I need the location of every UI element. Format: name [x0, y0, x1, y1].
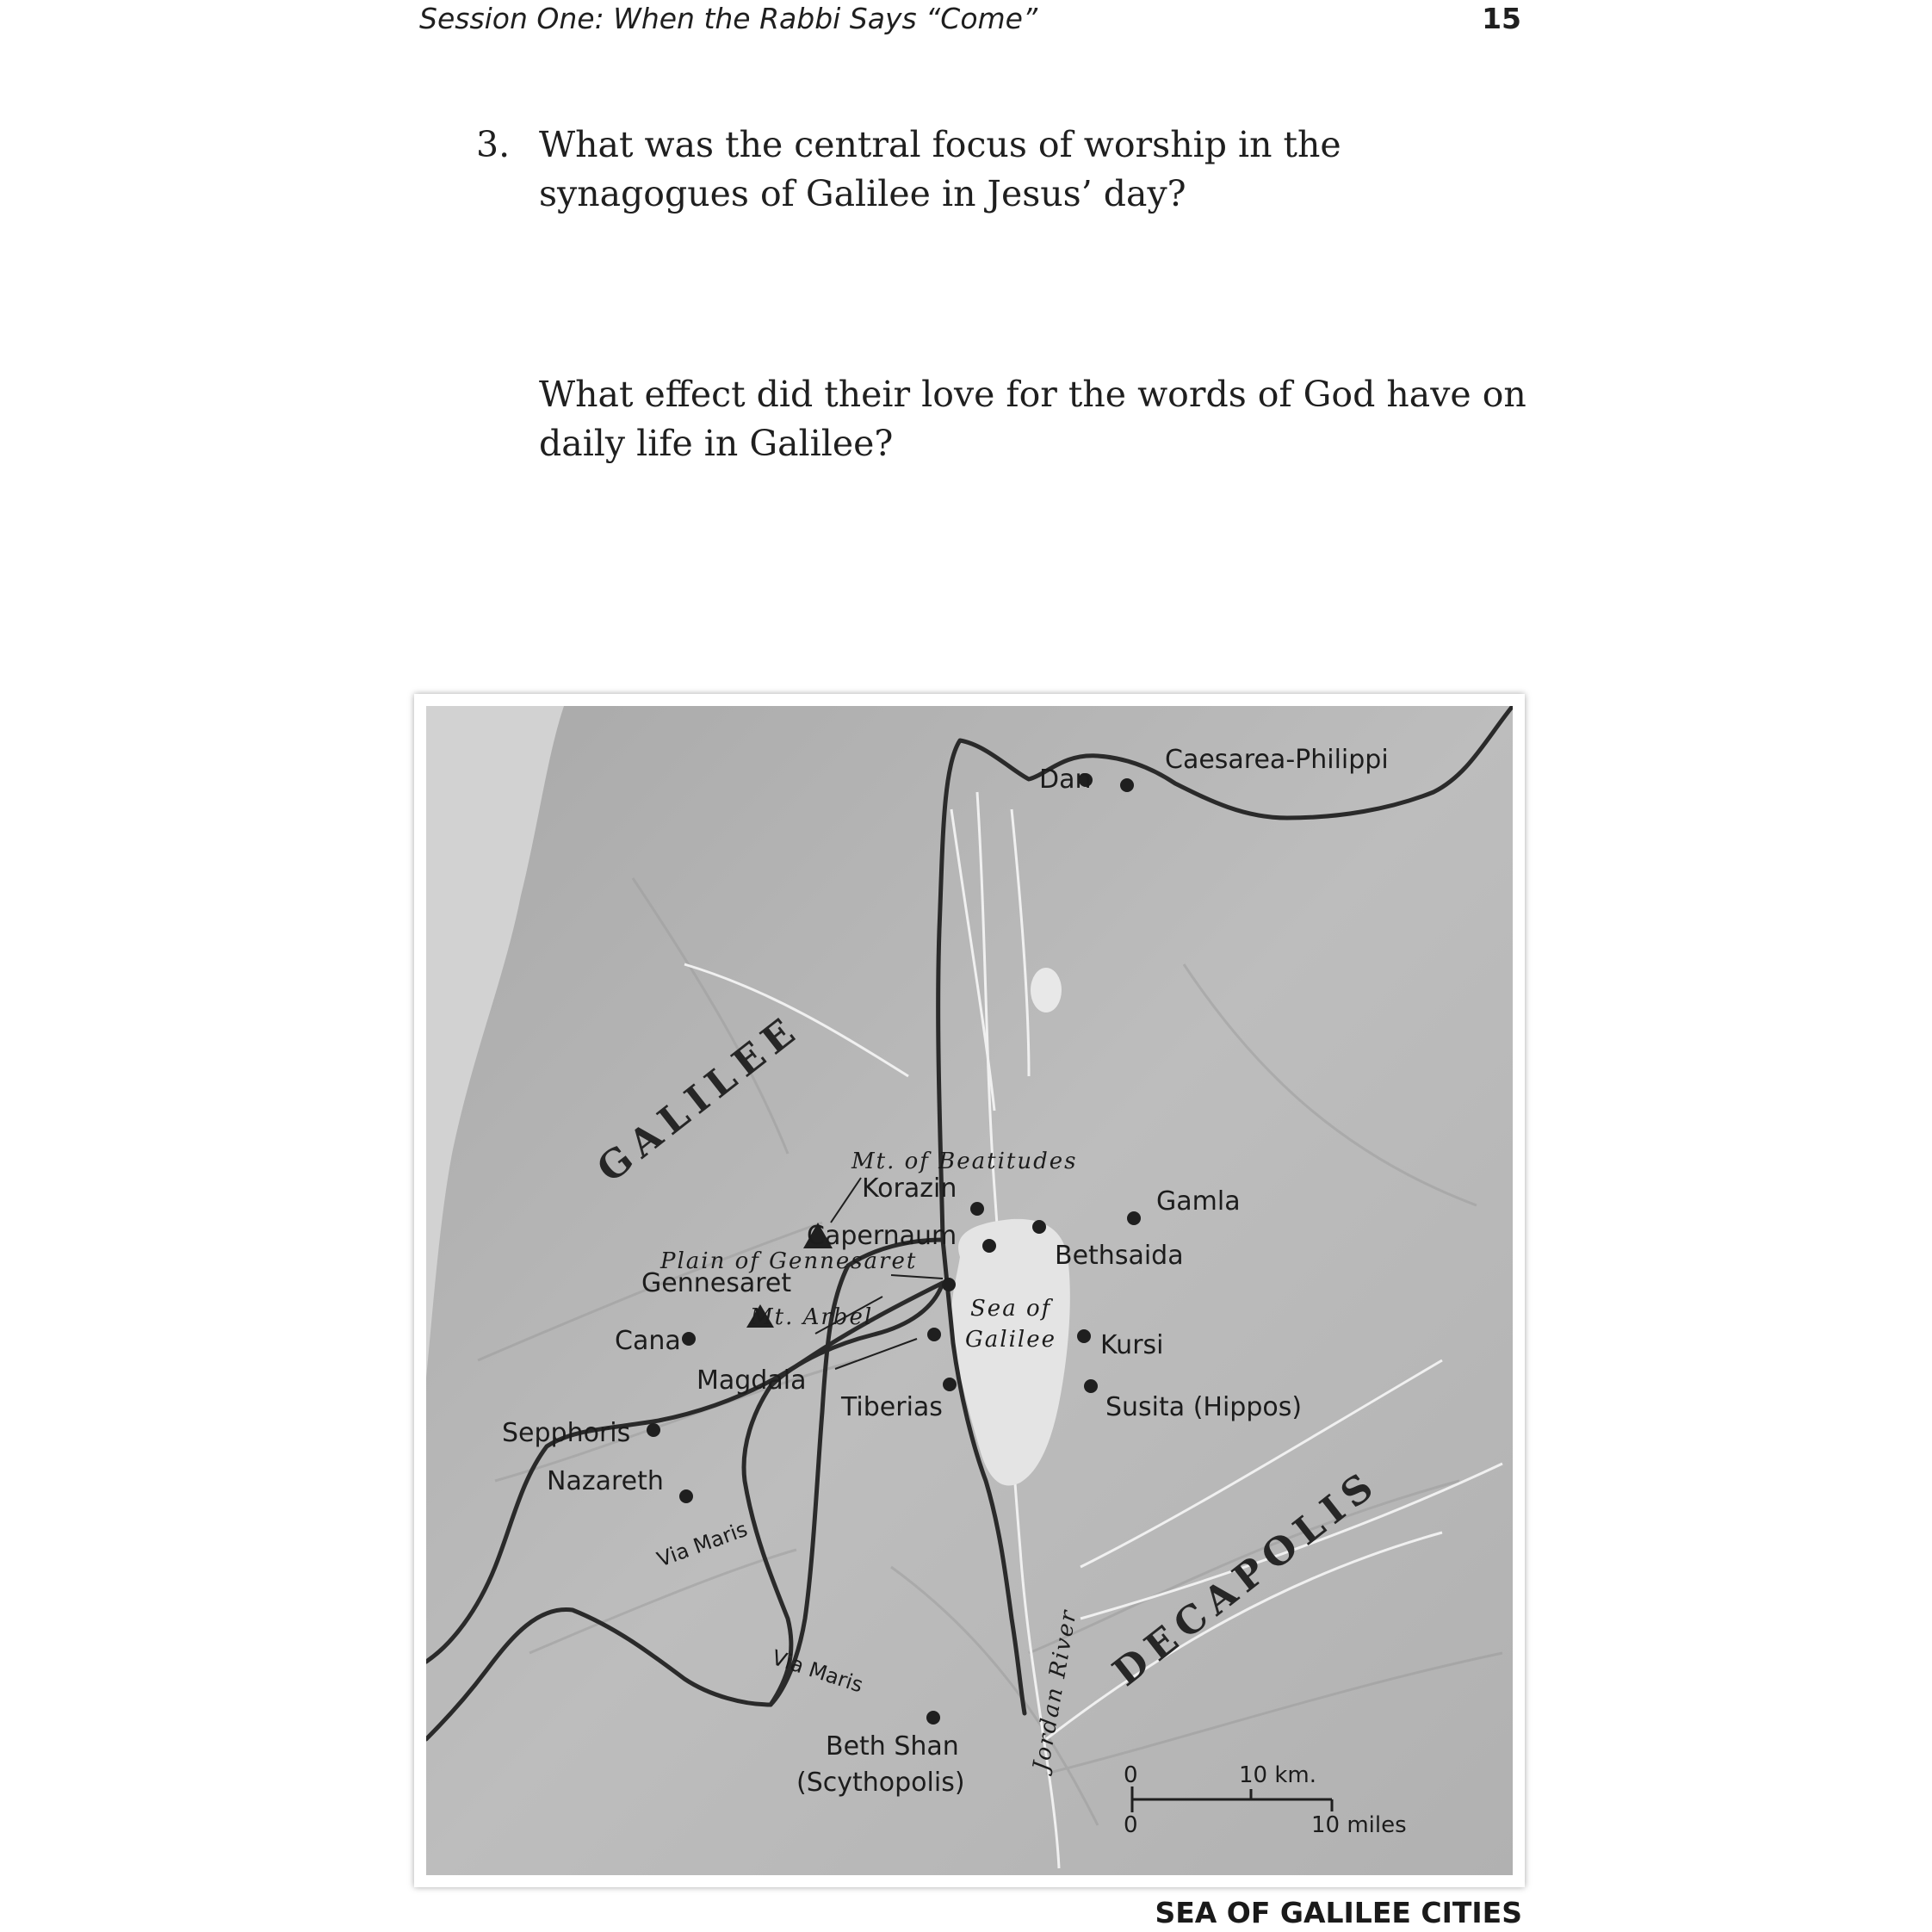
gennesaret-dot	[942, 1278, 956, 1291]
label-magdala: Magdala	[697, 1365, 807, 1396]
page-number: 15	[1482, 2, 1521, 35]
label-dan: Dan	[1039, 765, 1092, 795]
label-galilee: GALILEE	[589, 1006, 809, 1192]
capernaum-dot	[982, 1239, 996, 1253]
bethsaida-dot	[1032, 1220, 1046, 1234]
tiberias-dot	[943, 1378, 957, 1391]
kursi-dot	[1077, 1329, 1091, 1343]
scale-km-label: 10 km.	[1239, 1762, 1316, 1788]
scale-mi-zero: 0	[1124, 1812, 1138, 1838]
sepphoris-dot	[647, 1423, 660, 1437]
label-korazin: Korazin	[862, 1173, 957, 1204]
scale-km-zero: 0	[1124, 1762, 1138, 1788]
label-plain-gennesaret: Plain of Gennesaret	[660, 1248, 918, 1274]
label-sea-line2: Galilee	[965, 1327, 1056, 1353]
scale-mi-label: 10 miles	[1311, 1812, 1407, 1838]
label-caesarea-philippi: Caesarea-Philippi	[1165, 745, 1389, 775]
lake-hula	[1031, 968, 1062, 1012]
label-via-maris-2: Via Maris	[769, 1645, 866, 1698]
cana-dot	[682, 1332, 696, 1346]
label-gennesaret: Gennesaret	[641, 1268, 792, 1298]
label-capernaum: Capernaum	[807, 1221, 957, 1251]
question-text: What was the central focus of worship in the synagogues of Galilee in Jesus’ day?	[539, 124, 1341, 214]
sea-of-galilee-map	[426, 706, 1513, 1875]
label-scythopolis: (Scythopolis)	[796, 1768, 965, 1798]
map-caption: SEA OF GALILEE CITIES	[1155, 1896, 1522, 1929]
magdala-dot	[927, 1328, 941, 1341]
label-cana: Cana	[615, 1326, 681, 1356]
label-via-maris-1: Via Maris	[653, 1516, 751, 1572]
label-jordan-river: Jordan River	[1028, 1607, 1082, 1774]
label-decapolis: DECAPOLIS	[1105, 1460, 1388, 1695]
susita-dot	[1084, 1379, 1098, 1393]
label-sea-line1: Sea of	[970, 1296, 1052, 1322]
gamla-dot	[1127, 1211, 1141, 1225]
label-mt-arbel: Mt. Arbel	[750, 1304, 874, 1330]
label-susita: Susita (Hippos)	[1105, 1392, 1303, 1422]
label-bethsaida: Bethsaida	[1055, 1241, 1184, 1271]
question-number: 3.	[476, 124, 511, 165]
beth-shan-dot	[926, 1711, 940, 1725]
label-beth-shan: Beth Shan	[826, 1731, 959, 1762]
map-figure	[414, 694, 1525, 1887]
running-head	[419, 0, 1521, 40]
follow-up-question: What effect did their love for the words of God have on daily life in Galilee?	[539, 374, 1526, 464]
label-mt-beatitudes: Mt. of Beatitudes	[851, 1149, 1078, 1174]
label-nazareth: Nazareth	[547, 1466, 664, 1496]
label-kursi: Kursi	[1100, 1330, 1164, 1360]
label-gamla: Gamla	[1156, 1186, 1241, 1217]
nazareth-dot	[679, 1489, 693, 1503]
korazin-dot	[970, 1202, 984, 1216]
running-title: Session One: When the Rabbi Says “Come”	[419, 2, 1038, 35]
label-sepphoris: Sepphoris	[502, 1418, 631, 1448]
label-tiberias: Tiberias	[841, 1392, 943, 1422]
caesarea-philippi-dot	[1120, 778, 1134, 792]
